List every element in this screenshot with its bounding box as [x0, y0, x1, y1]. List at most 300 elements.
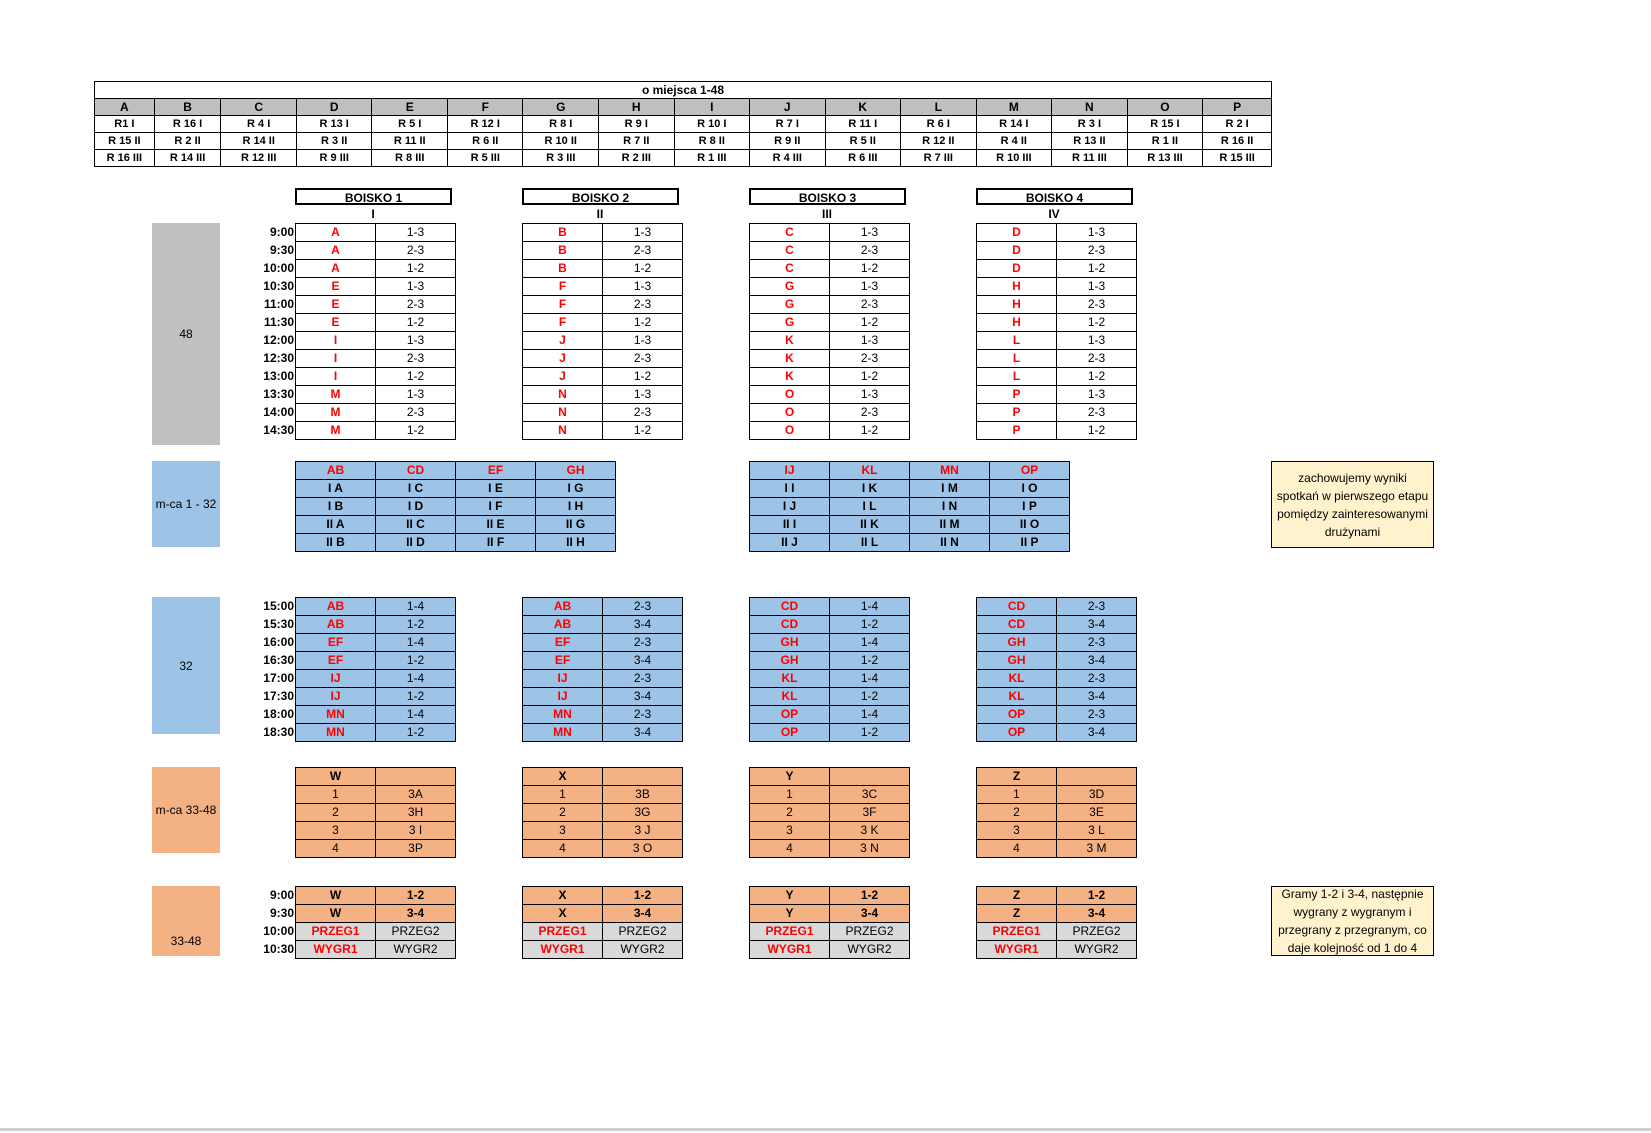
- seed-cell: R 14 III: [154, 150, 221, 167]
- table-row: [296, 887, 456, 905]
- group-header-b: B: [154, 99, 221, 116]
- pitch-4-header: BOISKO 4: [976, 188, 1133, 205]
- match-cell: 1-3: [603, 386, 683, 404]
- group-cell: E: [296, 314, 376, 332]
- match-cell: 1-3: [830, 278, 910, 296]
- pitch-3-group-schedule: [749, 223, 910, 440]
- table-row: [977, 350, 1137, 368]
- table-row: [750, 534, 1070, 552]
- team-cell: 3 J: [603, 822, 683, 840]
- match-cell: 3-4: [603, 652, 683, 670]
- table-row: [750, 786, 910, 804]
- pitch-3-stage32-schedule: [749, 597, 910, 742]
- position-cell: 2: [523, 804, 603, 822]
- pair-header-cell: EF: [456, 462, 536, 480]
- winner-2-cell: WYGR2: [603, 941, 683, 959]
- seed-cell: R 6 II: [447, 133, 523, 150]
- empty-cell: [1057, 768, 1137, 786]
- group-cell: G: [750, 314, 830, 332]
- stage-48-label: 48: [152, 223, 220, 445]
- table-row: [523, 941, 683, 959]
- seed-cell: R 7 III: [901, 150, 977, 167]
- table-row: [977, 822, 1137, 840]
- group-header-c: C: [221, 99, 297, 116]
- table-row: [750, 278, 910, 296]
- pair-cell: KL: [977, 670, 1057, 688]
- group-cell: P: [977, 386, 1057, 404]
- loser-1-cell: PRZEG1: [523, 923, 603, 941]
- seed-cell: R 16 I: [154, 116, 221, 133]
- match-cell: 1-2: [830, 688, 910, 706]
- group-cell: I: [296, 332, 376, 350]
- match-cell: 2-3: [830, 296, 910, 314]
- table-row: [296, 314, 456, 332]
- group-cell: K: [750, 368, 830, 386]
- seed-cell: R 13 I: [296, 116, 372, 133]
- group-cell: Y: [750, 905, 830, 923]
- team-cell: I J: [750, 498, 830, 516]
- table-row: [296, 822, 456, 840]
- team-cell: I K: [830, 480, 910, 498]
- winner-2-cell: WYGR2: [830, 941, 910, 959]
- group-x-table: [522, 767, 683, 858]
- team-cell: I O: [990, 480, 1070, 498]
- table-row: [296, 724, 456, 742]
- position-cell: 3: [523, 822, 603, 840]
- pair-cell: KL: [977, 688, 1057, 706]
- match-cell: 1-3: [376, 278, 456, 296]
- pair-cell: OP: [750, 706, 830, 724]
- table-row: [523, 768, 683, 786]
- table-row: [750, 941, 910, 959]
- pitch-3-final-schedule: [749, 886, 910, 959]
- pitch-1-header: BOISKO 1: [295, 188, 452, 205]
- match-cell: 1-2: [1057, 422, 1137, 440]
- match-cell: 1-2: [830, 368, 910, 386]
- pair-header-cell: KL: [830, 462, 910, 480]
- table-row: [750, 598, 910, 616]
- group-cell: O: [750, 422, 830, 440]
- match-cell: 2-3: [830, 404, 910, 422]
- match-cell: 1-3: [376, 224, 456, 242]
- pair-cell: CD: [977, 598, 1057, 616]
- time-slot: 9:30: [269, 906, 294, 920]
- table-row: [977, 923, 1137, 941]
- table-row: [523, 386, 683, 404]
- match-cell: 1-2: [376, 368, 456, 386]
- group-cell: E: [296, 278, 376, 296]
- group-cell: Z: [977, 905, 1057, 923]
- pair-cell: OP: [977, 724, 1057, 742]
- group-header-k: K: [825, 99, 901, 116]
- match-cell: 2-3: [1057, 634, 1137, 652]
- table-row: [523, 278, 683, 296]
- seed-cell: R 3 III: [523, 150, 599, 167]
- pitch-2-header: BOISKO 2: [522, 188, 679, 205]
- team-cell: 3 K: [830, 822, 910, 840]
- time-slot: 11:30: [263, 315, 294, 329]
- table-row: [750, 314, 910, 332]
- group-cell: F: [523, 314, 603, 332]
- match-cell: 3-4: [1057, 688, 1137, 706]
- group-cell: E: [296, 296, 376, 314]
- table-row: [750, 616, 910, 634]
- table-row: [523, 688, 683, 706]
- group-cell: G: [750, 278, 830, 296]
- pair-cell: AB: [296, 616, 376, 634]
- match-cell: 3-4: [1057, 905, 1137, 923]
- group-header-e: E: [372, 99, 448, 116]
- table-row: [750, 804, 910, 822]
- team-cell: I L: [830, 498, 910, 516]
- match-cell: 2-3: [603, 634, 683, 652]
- seed-cell: R 14 II: [221, 133, 297, 150]
- group-cell: B: [523, 242, 603, 260]
- table-row: [977, 616, 1137, 634]
- team-cell: 3H: [376, 804, 456, 822]
- table-row: [750, 688, 910, 706]
- loser-2-cell: PRZEG2: [603, 923, 683, 941]
- team-cell: II M: [910, 516, 990, 534]
- group-header-j: J: [750, 99, 826, 116]
- group-cell: F: [523, 296, 603, 314]
- match-cell: 1-2: [603, 314, 683, 332]
- team-cell: II C: [376, 516, 456, 534]
- pair-cell: MN: [523, 724, 603, 742]
- table-row: [523, 887, 683, 905]
- table-row: [750, 480, 1070, 498]
- match-cell: 1-3: [603, 224, 683, 242]
- pair-cell: CD: [750, 616, 830, 634]
- pair-cell: GH: [977, 652, 1057, 670]
- team-cell: 3 L: [1057, 822, 1137, 840]
- match-cell: 1-2: [830, 616, 910, 634]
- team-cell: I P: [990, 498, 1070, 516]
- table-row: [977, 905, 1137, 923]
- table-row: [296, 368, 456, 386]
- table-row: [296, 616, 456, 634]
- group-cell: A: [296, 260, 376, 278]
- winner-1-cell: WYGR1: [523, 941, 603, 959]
- stage-places-33-48-label: m-ca 33-48: [152, 767, 220, 853]
- seed-cell: R 10 III: [976, 150, 1052, 167]
- table-row: [750, 498, 1070, 516]
- table-row: [296, 278, 456, 296]
- pitch-1-stage32-schedule: [295, 597, 456, 742]
- seed-cell: R 8 I: [523, 116, 599, 133]
- match-cell: 3-4: [376, 905, 456, 923]
- seed-cell: R 2 II: [154, 133, 221, 150]
- match-cell: 2-3: [1057, 706, 1137, 724]
- group-header-a: A: [95, 99, 155, 116]
- team-cell: 3C: [830, 786, 910, 804]
- match-cell: 2-3: [1057, 242, 1137, 260]
- team-cell: I G: [536, 480, 616, 498]
- pair-cell: IJ: [523, 688, 603, 706]
- pair-header-cell: CD: [376, 462, 456, 480]
- bottom-divider: [0, 1128, 1651, 1131]
- team-cell: II D: [376, 534, 456, 552]
- time-slot: 14:00: [263, 405, 294, 419]
- match-cell: 2-3: [376, 404, 456, 422]
- group-header-l: L: [901, 99, 977, 116]
- match-cell: 3-4: [1057, 616, 1137, 634]
- group-y-table: [749, 767, 910, 858]
- table-row: [523, 404, 683, 422]
- seed-cell: R 9 I: [599, 116, 675, 133]
- pitch-1-group-schedule: [295, 223, 456, 440]
- table-row: [296, 422, 456, 440]
- group-header-i: I: [674, 99, 750, 116]
- group-cell: D: [977, 242, 1057, 260]
- match-cell: 2-3: [603, 404, 683, 422]
- pair-cell: MN: [296, 706, 376, 724]
- pair-header-cell: OP: [990, 462, 1070, 480]
- time-slot: 16:00: [263, 635, 294, 649]
- pitch-4-stage32-schedule: [976, 597, 1137, 742]
- table-row: [296, 670, 456, 688]
- team-cell: 3G: [603, 804, 683, 822]
- empty-cell: [830, 768, 910, 786]
- match-cell: 1-2: [376, 887, 456, 905]
- group-w-table: [295, 767, 456, 858]
- match-cell: 1-3: [830, 386, 910, 404]
- table-row: [977, 598, 1137, 616]
- match-cell: 1-2: [376, 422, 456, 440]
- time-slot: 11:00: [263, 297, 294, 311]
- table-row: [296, 804, 456, 822]
- seed-cell: R 15 I: [1127, 116, 1203, 133]
- pair-cell: GH: [750, 634, 830, 652]
- team-cell: I M: [910, 480, 990, 498]
- loser-1-cell: PRZEG1: [977, 923, 1057, 941]
- pitch-4-group-schedule: [976, 223, 1137, 440]
- table-row: [296, 404, 456, 422]
- match-cell: 1-2: [376, 688, 456, 706]
- time-slot: 12:30: [263, 351, 294, 365]
- team-cell: II I: [750, 516, 830, 534]
- group-cell: H: [977, 296, 1057, 314]
- group-cell: H: [977, 314, 1057, 332]
- empty-cell: [376, 768, 456, 786]
- group-cell: H: [977, 278, 1057, 296]
- seed-cell: R 16 II: [1203, 133, 1272, 150]
- loser-2-cell: PRZEG2: [1057, 923, 1137, 941]
- seed-cell: R 7 II: [599, 133, 675, 150]
- table-row: [523, 905, 683, 923]
- pitch-4-final-schedule: [976, 886, 1137, 959]
- pair-cell: AB: [523, 598, 603, 616]
- table-row: [296, 480, 616, 498]
- loser-1-cell: PRZEG1: [750, 923, 830, 941]
- group-cell: M: [296, 386, 376, 404]
- pitch-2-roman: II: [596, 207, 604, 221]
- group-cell: J: [523, 350, 603, 368]
- winner-1-cell: WYGR1: [296, 941, 376, 959]
- loser-2-cell: PRZEG2: [830, 923, 910, 941]
- time-slot: 10:00: [263, 261, 294, 275]
- match-cell: 2-3: [603, 598, 683, 616]
- table-row: [296, 598, 456, 616]
- places-1-32-right-table: [749, 461, 1070, 552]
- match-cell: 1-3: [1057, 278, 1137, 296]
- match-cell: 1-2: [376, 724, 456, 742]
- match-cell: 3-4: [603, 905, 683, 923]
- seed-cell: R 7 I: [750, 116, 826, 133]
- table-row: [750, 404, 910, 422]
- seed-cell: R 16 III: [95, 150, 155, 167]
- table-row: [523, 314, 683, 332]
- team-cell: II A: [296, 516, 376, 534]
- group-cell: A: [296, 242, 376, 260]
- team-cell: II J: [750, 534, 830, 552]
- group-cell: O: [750, 404, 830, 422]
- table-row: [750, 422, 910, 440]
- seed-cell: R 3 I: [1052, 116, 1128, 133]
- table-row: [750, 296, 910, 314]
- seed-cell: R 2 III: [599, 150, 675, 167]
- group-name-cell: W: [296, 768, 376, 786]
- team-cell: I E: [456, 480, 536, 498]
- group-cell: L: [977, 332, 1057, 350]
- match-cell: 3-4: [1057, 652, 1137, 670]
- table-row: [750, 724, 910, 742]
- pitch-1-final-schedule: [295, 886, 456, 959]
- table-row: [296, 386, 456, 404]
- group-name-cell: Z: [977, 768, 1057, 786]
- match-cell: 1-3: [376, 332, 456, 350]
- team-cell: 3 I: [376, 822, 456, 840]
- table-row: [523, 332, 683, 350]
- match-cell: 1-2: [376, 314, 456, 332]
- winner-2-cell: WYGR2: [1057, 941, 1137, 959]
- match-cell: 1-4: [830, 598, 910, 616]
- table-row: [523, 786, 683, 804]
- table-row: [296, 688, 456, 706]
- match-cell: 1-4: [830, 706, 910, 724]
- group-header-m: M: [976, 99, 1052, 116]
- table-row: [523, 670, 683, 688]
- placement-table-title: o miejsca 1-48: [95, 82, 1272, 99]
- match-cell: 1-2: [830, 887, 910, 905]
- table-row: [750, 242, 910, 260]
- match-cell: 1-3: [830, 224, 910, 242]
- match-cell: 2-3: [603, 242, 683, 260]
- stage-33-48-times: [240, 886, 294, 958]
- pitch-2-stage32-schedule: [522, 597, 683, 742]
- match-cell: 1-2: [1057, 314, 1137, 332]
- table-row: [750, 462, 1070, 480]
- group-cell: I: [296, 368, 376, 386]
- seed-cell: R 2 I: [1203, 116, 1272, 133]
- match-cell: 1-3: [1057, 332, 1137, 350]
- table-row: [523, 242, 683, 260]
- match-cell: 1-4: [376, 670, 456, 688]
- table-row: [296, 260, 456, 278]
- seed-cell: R 4 II: [976, 133, 1052, 150]
- table-row: [296, 923, 456, 941]
- match-cell: 1-3: [1057, 386, 1137, 404]
- group-cell: X: [523, 887, 603, 905]
- note-keep-results: zachowujemy wyniki spotkań w pierwszego etapu pomiędzy zainteresowanymi drużynami: [1271, 461, 1434, 548]
- table-row: [750, 840, 910, 858]
- group-cell: K: [750, 332, 830, 350]
- time-slot: 9:00: [269, 888, 294, 902]
- seed-cell: R 9 II: [750, 133, 826, 150]
- time-slot: 10:00: [263, 924, 294, 938]
- table-row: [977, 314, 1137, 332]
- pair-header-cell: GH: [536, 462, 616, 480]
- group-z-table: [976, 767, 1137, 858]
- position-cell: 1: [523, 786, 603, 804]
- time-slot: 16:30: [263, 653, 294, 667]
- table-row: [750, 516, 1070, 534]
- match-cell: 2-3: [1057, 296, 1137, 314]
- seed-cell: R 8 II: [674, 133, 750, 150]
- table-row: [296, 516, 616, 534]
- table-row: [750, 706, 910, 724]
- table-row: [977, 768, 1137, 786]
- time-slot: 15:30: [263, 617, 294, 631]
- seed-cell: R1 I: [95, 116, 155, 133]
- group-cell: D: [977, 224, 1057, 242]
- table-row: [750, 652, 910, 670]
- table-row: [523, 652, 683, 670]
- placement-table: [94, 81, 1272, 167]
- table-row: [977, 386, 1137, 404]
- match-cell: 3-4: [1057, 724, 1137, 742]
- team-cell: II H: [536, 534, 616, 552]
- table-row: [523, 422, 683, 440]
- match-cell: 2-3: [830, 350, 910, 368]
- position-cell: 2: [750, 804, 830, 822]
- table-row: [296, 296, 456, 314]
- group-cell: W: [296, 905, 376, 923]
- stage-48-times: [240, 223, 294, 439]
- table-row: [296, 224, 456, 242]
- pair-cell: GH: [977, 634, 1057, 652]
- team-cell: 3 M: [1057, 840, 1137, 858]
- stage-33-48-label: 33-48: [152, 886, 220, 956]
- table-row: [523, 368, 683, 386]
- seed-cell: R 11 II: [372, 133, 448, 150]
- time-slot: 13:30: [263, 387, 294, 401]
- group-cell: O: [750, 386, 830, 404]
- match-cell: 2-3: [603, 350, 683, 368]
- group-cell: J: [523, 368, 603, 386]
- position-cell: 4: [296, 840, 376, 858]
- table-row: [523, 616, 683, 634]
- table-row: [296, 634, 456, 652]
- group-cell: N: [523, 422, 603, 440]
- pitch-2-final-schedule: [522, 886, 683, 959]
- pair-cell: IJ: [523, 670, 603, 688]
- group-cell: K: [750, 350, 830, 368]
- group-cell: A: [296, 224, 376, 242]
- group-name-cell: Y: [750, 768, 830, 786]
- match-cell: 1-2: [1057, 260, 1137, 278]
- table-row: [977, 634, 1137, 652]
- seed-cell: R 15 II: [95, 133, 155, 150]
- table-row: [750, 368, 910, 386]
- team-cell: I N: [910, 498, 990, 516]
- group-cell: L: [977, 350, 1057, 368]
- group-cell: N: [523, 386, 603, 404]
- match-cell: 1-2: [830, 724, 910, 742]
- match-cell: 1-3: [603, 332, 683, 350]
- table-row: [977, 670, 1137, 688]
- match-cell: 2-3: [1057, 670, 1137, 688]
